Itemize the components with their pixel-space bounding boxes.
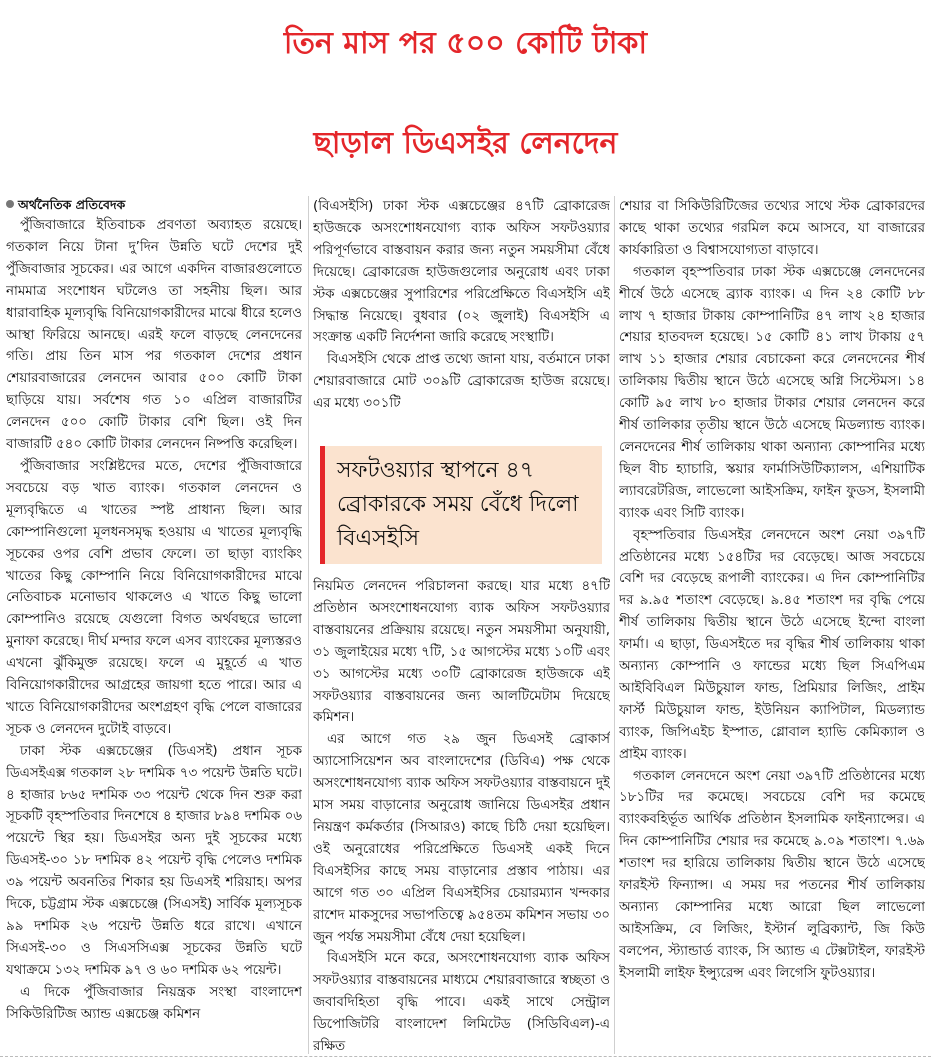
paragraph: নিয়মিত লেনদেন পরিচালনা করছে। যার মধ্যে ৪৭টি প্রতিষ্ঠান অসংশোধনযোগ্য ব্যাক অফিস সফটওয়্যার বাস্তবায়নের প্রক্রিয়ায় রয়েছে। নতুন সময়সীমা অনুযায়ী, ৩১ জুলাইয়ের মধ্যে ৭টি, ১৫ আগস্টের মধ্যে ১০টি এবং ৩১ আগস্টের মধ্যে ৩০টি ব্রোকারেজ হাউজকে এই সফটওয়্যার বাস্তবায়নের জন্য আলটিমেটাম দিয়েছে কমিশন। <box>313 579 610 726</box>
article-column-2-bottom <box>313 576 610 1054</box>
pull-quote: সফটওয়্যার স্থাপনে ৪৭ ব্রোকারকে সময় বেঁধে দিলো বিএসইসি <box>320 446 602 564</box>
headline-line-1: তিন মাস পর ৫০০ কোটি টাকা <box>283 26 648 61</box>
byline-text: অর্থনৈতিক প্রতিবেদক <box>18 197 126 212</box>
paragraph: বৃহস্পতিবার ডিএসইর লেনদেনে অংশ নেয়া ৩৯৭টি প্রতিষ্ঠানের মধ্যে ১৫৪টির দর বেড়েছে। আজ সবচেয়ে বেশি দর বেড়েছে রূপালী ব্যাংকের। এ দিন কোম্পানিটির দর ৯.৯৫ শতাংশ বেড়েছে। ৯.৪৫ শতাংশ দর বৃদ্ধি পেয়ে শীর্ষ তালিকায় দ্বিতীয় স্থানে উঠে এসেছে ইন্দো বাংলা ফার্মা। এ ছাড়া, ডিএসইতে দর বৃদ্ধির শীর্ষ তালিকায় থাকা অন্যান্য কোম্পানি ও ফান্ডের মধ্যে ছিল সিএপিএম আইবিবিএল মিউচুয়াল ফান্ড, প্রিমিয়ার লিজিং, প্রাইম ফার্স্ট মিউচুয়াল ফান্ড, ইউনিয়ন ক্যাপিটাল, মিডল্যান্ড ব্যাংক, জিপিএইচ ইস্পাত, গ্লোবাল হ্যাভি কেমিক্যাল ও প্রাইম ব্যাংক। <box>619 527 925 762</box>
paragraph: পুঁজিবাজারে ইতিবাচক প্রবণতা অব্যাহত রয়েছে। গতকাল নিয়ে টানা দু’দিন উন্নতি ঘটে দেশের দুই পুঁজিবাজার সূচকের। এর আগে একদিন বাজারগুলোতে নামমাত্র সংশোধন ঘটলেও তা সহনীয় ছিল। আর ধারাবাহিক মূল্যবৃদ্ধি বিনিয়োগকারীদের মাঝে ধীরে হলেও আস্থা ফিরিয়ে আনছে। এরই ফলে বাড়ছে লেনদেনের গতি। প্রায় তিন মাস পর গতকাল দেশের প্রধান শেয়ারবাজারের লেনদেন আবার ৫০০ কোটি টাকা ছাড়িয়ে যায়। সর্বশেষ গত ১০ এপ্রিল বাজারটির লেনদেন ৫০০ কোটি টাকার বেশি ছিল। ওই দিন বাজারটি ৫৪০ কোটি টাকার লেনদেন নিষ্পত্তি করেছিল। <box>6 218 302 453</box>
paragraph: শেয়ার বা সিকিউরিটিজের তথ্যের সাথে স্টক ব্রোকারদের কাছে থাকা তথ্যের গরমিল কমে আসবে, যা বাজারের কার্যকারিতা ও বিশ্বাসযোগ্যতা বাড়াবে। <box>619 199 925 258</box>
column-divider <box>308 196 309 1054</box>
bullet-dot-icon <box>6 200 14 208</box>
paragraph: ঢাকা স্টক এক্সচেঞ্জের (ডিএসই) প্রধান সূচক ডিএসইএক্স গতকাল ২৮ দশমিক ৭৩ পয়েন্ট উন্নতি ঘটে। ৪ হাজার ৮৬৫ দশমিক ৩৩ পয়েন্ট থেকে দিন শুরু করা সূচকটি বৃহস্পতিবার দিনশেষে ৪ হাজার ৮৯৪ দশমিক ০৬ পয়েন্টে স্থির হয়। ডিএসইর অন্য দুই সূচকের মধ্যে ডিএসই-৩০ ১৮ দশমিক ৪২ পয়েন্ট বৃদ্ধি পেলেও দশমিক ৩৯ পয়েন্ট অবনতির শিকার হয় ডিএসই শরিয়াহ। অপর দিকে, চট্টগ্রাম স্টক এক্সচেঞ্জে (সিএসই) সার্বিক মূল্যসূচক ৯৯ দশমিক ২৬ পয়েন্ট উন্নতি ধরে রাখে। এখানে সিএসই-৩০ ও সিএসসিএক্স সূচকের উন্নতি ঘটে যথাক্রমে ১৩২ দশমিক ৯৭ ও ৬০ দশমিক ৬২ পয়েন্ট। <box>6 743 302 978</box>
paragraph: এ দিকে পুঁজিবাজার নিয়ন্ত্রক সংস্থা বাংলাদেশ সিকিউরিটিজ অ্যান্ড এক্সচেঞ্জ কমিশন <box>6 984 302 1022</box>
column-divider <box>614 196 615 1054</box>
article-column-2-top <box>313 196 610 436</box>
paragraph: গতকাল বৃহস্পতিবার ঢাকা স্টক এক্সচেঞ্জে লেনদেনের শীর্ষে উঠে এসেছে ব্র্যাক ব্যাংক। এ দিন ২৪ কোটি ৮৮ লাখ ৭ হাজার টাকায় কোম্পানিটির ৪৭ লাখ ২৪ হাজার শেয়ার হাতবদল হয়েছে। ১৫ কোটি ৪১ লাখ টাকায় ৫৭ লাখ ১১ হাজার শেয়ার বেচাকেনা করে লেনদেনের শীর্ষ তালিকায় দ্বিতীয় স্থানে উঠে এসেছে অগ্নি সিস্টেমস। ১৪ কোটি ৯৫ লাখ ৮০ হাজার টাকার শেয়ার লেনদেন করে শীর্ষ তালিকার তৃতীয় স্থানে উঠে এসেছে মিডল্যান্ড ব্যাংক। লেনদেনের শীর্ষ তালিকায় থাকা অন্যান্য কোম্পানির মধ্যে ছিল বীচ হ্যাচারি, স্কয়ার ফার্মাসিউটিক্যালস, এশিয়াটিক ল্যাবরেটরিজ, লাভেলো আইসক্রিম, ফাইন ফুডস, ইসলামী ব্যাংক এবং সিটি ব্যাংক। <box>619 264 925 521</box>
bottom-rule <box>0 1056 931 1057</box>
paragraph: বিএসইসি থেকে প্রাপ্ত তথ্যে জানা যায়, বর্তমানে ঢাকা শেয়ারবাজারে মোট ৩০৯টি ব্রোকারেজ হাউজ রয়েছে। এর মধ্যে ৩০১টি <box>313 352 610 412</box>
byline <box>6 196 302 214</box>
article-column-3 <box>619 196 925 1054</box>
paragraph: এর আগে গত ২৯ জুন ডিএসই ব্রোকার্স অ্যাসোসিয়েশন অব বাংলাদেশের (ডিবিএ) পক্ষ থেকে অসংশোধনযোগ্য ব্যাক অফিস সফটওয়্যার বাস্তবায়নে দুই মাস সময় বাড়ানোর অনুরোধ জানিয়ে ডিএসইর প্রধান নিয়ন্ত্রণ কর্মকর্তার (সিআরও) কাছে চিঠি দেয়া হয়েছিল। ওই অনুরোধের পরিপ্রেক্ষিতে ডিএসই একই দিনে বিএসইসির কাছে সময় বাড়ানোর প্রস্তাব পাঠায়। এর আগে গত ৩০ এপ্রিল বিএসইসির চেয়ারম্যান খন্দকার রাশেদ মাকসুদের সভাপতিত্বে ৯৫৪তম কমিশন সভায় ৩০ জুন পর্যন্ত সময়সীমা বেঁধে দেয়া হয়েছিল। <box>313 732 610 945</box>
headline-line-2: ছাড়াল ডিএসইর লেনদেন <box>313 126 618 161</box>
paragraph: বিএসইসি মনে করে, অসংশোধনযোগ্য ব্যাক অফিস সফটওয়্যার বাস্তবায়নের মাধ্যমে শেয়ারবাজারে স্বচ্ছতা ও জবাবদিহিতা বৃদ্ধি পাবে। একই সাথে সেন্ট্রাল ডিপোজিটরি বাংলাদেশ লিমিটেড (সিডিবিএল)-এ রক্ষিত <box>313 951 610 1054</box>
article-column-1 <box>6 196 302 1054</box>
paragraph: (বিএসইসি) ঢাকা স্টক এক্সচেঞ্জের ৪৭টি ব্রোকারেজ হাউজকে অসংশোধনযোগ্য ব্যাক অফিস সফটওয়্যার পরিপূর্ণভাবে বাস্তবায়ন করার জন্য নতুন সময়সীমা বেঁধে দিয়েছে। ব্রোকারেজ হাউজগুলোর অনুরোধ এবং ঢাকা স্টক এক্সচেঞ্জের সুপারিশের পরিপ্রেক্ষিতে বিএসইসি এই সিদ্ধান্ত নিয়েছে। বুধবার (০২ জুলাই) বিএসইসি এ সংক্রান্ত একটি নির্দেশনা জারি করেছে সংস্থাটি। <box>313 199 610 346</box>
paragraph: পুঁজিবাজার সংশ্লিষ্টদের মতে, দেশের পুঁজিবাজারে সবচেয়ে বড় খাত ব্যাংক। গতকাল লেনদেন ও মূল্যবৃদ্ধিতে এ খাতের স্পষ্ট প্রাধান্য ছিল। আর কোম্পানিগুলো মূলধনসমৃদ্ধ হওয়ায় এ খাতের মূল্যবৃদ্ধি সূচকের ওপর বেশি প্রভাব ফেলে। তা ছাড়া ব্যাংকিং খাতের কিছু কোম্পানি নিয়ে বিনিয়োগকারীদের মাঝে নেতিবাচক মনোভাব থাকলেও এ খাতে কিছু ভালো কোম্পানিও রয়েছে যেগুলো বিগত অর্থবছরে ভালো মুনাফা করেছে। দীর্ঘ মন্দার ফলে এসব ব্যাংকের মূল্যস্তরও এখনো ঝুঁকিমুক্ত রয়েছে। ফলে এ মুহূর্তে এ খাত বিনিয়োগকারীদের আগ্রহের জায়গা হতে পারে। আর এ খাতে বিনিয়োগকারীদের অংশগ্রহণ বৃদ্ধি পেলে বাজারের সূচক ও লেনদেন দুটোই বাড়বে। <box>6 458 302 737</box>
paragraph: গতকাল লেনদেনে অংশ নেয়া ৩৯৭টি প্রতিষ্ঠানের মধ্যে ১৮১টির দর কমেছে। সবচেয়ে বেশি দর কমেছে ব্যাংকবহির্ভূত আর্থিক প্রতিষ্ঠান ইসলামিক ফাইন্যান্সের। এ দিন কোম্পানিটির শেয়ার দর কমেছে ৯.০৯ শতাংশ। ৭.৬৯ শতাংশ দর হারিয়ে তালিকায় দ্বিতীয় স্থানে উঠে এসেছে ফারইস্ট ফিন্যান্স। এ সময় দর পতনের শীর্ষ তালিকায় অন্যান্য কোম্পানির মধ্যে আরো ছিল লাভেলো আইসক্রিম, বে লিজিং, ইস্টার্ন লুব্রিক্যান্ট, জি কিউ বলপেন, স্ট্যান্ডার্ড ব্যাংক, সি অ্যান্ড এ টেক্সটাইল, ফারইস্ট ইসলামী লাইফ ইন্স্যুরেন্স এবং লিগেসি ফুটওয়্যার। <box>619 768 925 981</box>
